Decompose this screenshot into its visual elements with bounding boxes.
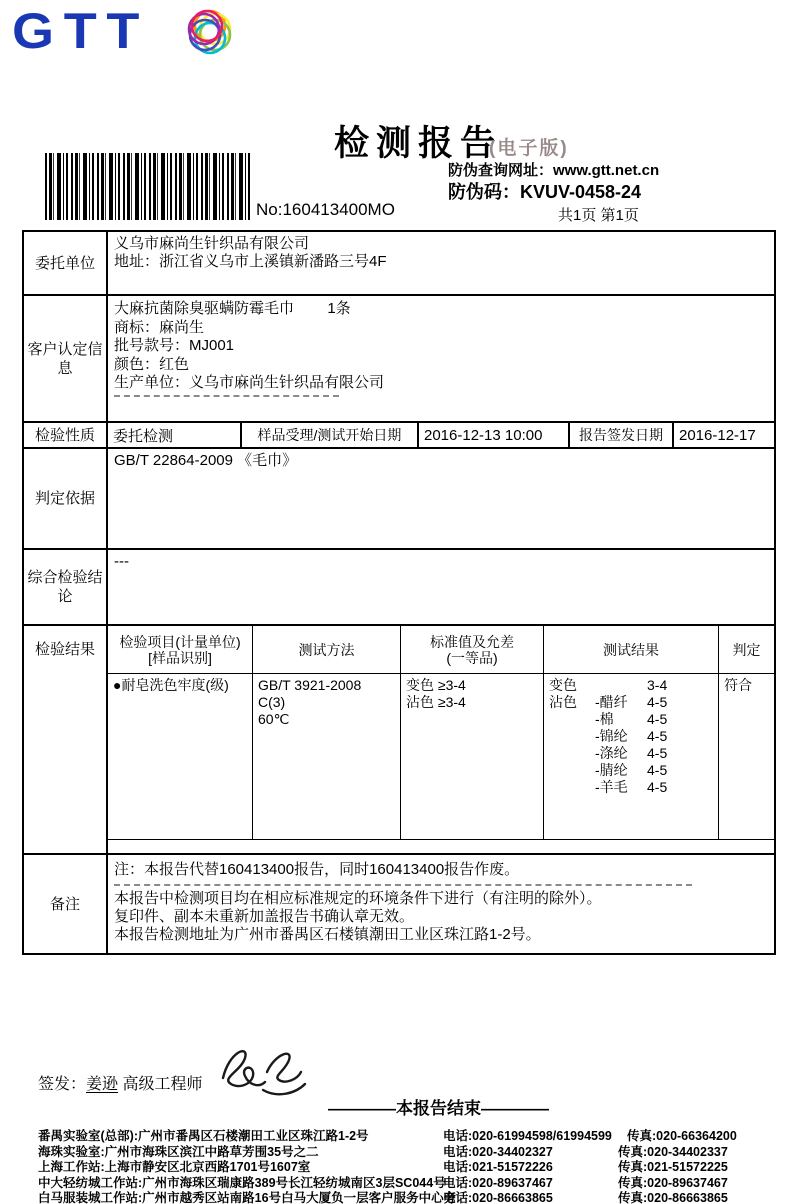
antifake-code: 防伪码：KVUV-0458-24 [448, 182, 642, 202]
remarks-line: 复印件、副本未重新加盖报告书确认章无效。 [114, 908, 415, 925]
signoff-line [38, 1071, 203, 1094]
signer-name: 姜逊 [86, 1076, 119, 1093]
row-nature [24, 421, 774, 447]
report-title: 检测报告 [334, 124, 503, 163]
lab-phone: 电话:020-89637467 [443, 1175, 553, 1190]
client-name: 义乌市麻尚生针织品有限公司 [114, 235, 310, 252]
rainbow-swirl-icon [182, 4, 238, 60]
lab-fax: 传真:020-66364200 [627, 1129, 737, 1143]
row-sample-label: 客户认定信息 [24, 296, 108, 421]
remarks-line: 本报告检测地址为广州市番禺区石楼镇潮田工业区珠江路1-2号。 [114, 926, 541, 943]
footer-row [0, 1126, 800, 1142]
divider [114, 395, 339, 398]
sample-manufacturer: 生产单位：义乌市麻尚生针织品有限公司 [114, 374, 385, 391]
lab-address: 中大轻纺城工作站:广州市海珠区瑞康路389号长江轻纺城南区3层SC044号 [38, 1175, 446, 1190]
report-table [22, 230, 776, 955]
results-header-row [108, 626, 774, 674]
lab-phone: 电话:021-51572226 [443, 1160, 553, 1175]
lab-address: 白马服装城工作站:广州市越秀区站南路16号白马大厦负一层客户服务中心旁 [38, 1191, 457, 1204]
row-basis-label: 判定依据 [24, 449, 108, 548]
remarks-note: 注：本报告代替160413400报告，同时160413400报告作废。 [114, 861, 520, 878]
lab-address: 上海工作站:上海市静安区北京西路1701号1607室 [38, 1160, 311, 1175]
lab-phone: 电话:020-61994598/61994599 [443, 1129, 612, 1143]
results-table [108, 626, 774, 853]
lab-phone: 电话:020-86663865 [443, 1191, 553, 1204]
basis-value: GB/T 22864-2009 《毛巾》 [114, 452, 298, 469]
lab-phone: 电话:020-34402327 [443, 1144, 553, 1159]
row-conclusion-label: 综合检验结论 [24, 550, 108, 624]
client-address: 地址：浙江省义乌市上溪镇新潘路三号4F [114, 253, 387, 270]
row-results-label: 检验结果 [24, 626, 108, 853]
test-result-cell: 变色 3-4 沾色 -醋纤 4-5 -棉 4-5 -锦纶 4-5 -涤纶 4-5 -腈纶 4-5 -羊毛 4-5 [544, 674, 719, 839]
nature-value: 委托检测 [108, 423, 242, 447]
lab-fax: 传真:020-89637467 [618, 1175, 728, 1190]
signoff-label: 签发： [38, 1076, 87, 1093]
receipt-date-label: 样品受理/测试开始日期 [242, 423, 419, 447]
footer-row [0, 1142, 800, 1158]
row-basis [24, 447, 774, 548]
row-remarks [24, 853, 774, 953]
remarks-line: 本报告中检测项目均在相应标准规定的环境条件下进行（有注明的除外）。 [114, 890, 602, 907]
end-of-report-text: ————本报告结束———— [328, 1099, 549, 1118]
row-client-content [108, 232, 774, 294]
sample-batch: 批号款号：MJ001 [114, 337, 235, 354]
conclusion-value: --- [114, 553, 129, 570]
results-empty-strip [108, 840, 774, 853]
lab-address: 番禺实验室(总部):广州市番禺区石楼潮田工业区珠江路1-2号 [38, 1129, 369, 1143]
header-verdict: 判定 [732, 641, 761, 658]
sample-name: 大麻抗菌除臭驱螨防霉毛巾 1条 [114, 300, 351, 317]
report-number: No:160413400MO [256, 200, 395, 219]
antifake-url: 防伪查询网址：www.gtt.net.cn [448, 162, 660, 179]
lab-address: 海珠实验室:广州市海珠区滨江中路草芳围35号之二 [38, 1144, 319, 1159]
sample-color: 颜色：红色 [114, 355, 190, 373]
header-test-method: 测试方法 [253, 626, 401, 673]
remarks-content [108, 855, 774, 953]
handwritten-signature [205, 1038, 315, 1104]
header-test-result: 测试结果 [544, 626, 719, 673]
lab-fax: 传真:021-51572225 [618, 1160, 728, 1175]
receipt-date-value: 2016-12-13 10:00 [419, 423, 570, 447]
issue-date-label: 报告签发日期 [570, 423, 674, 447]
row-sample [24, 294, 774, 421]
row-conclusion [24, 548, 774, 624]
standard-value-cell: 变色 ≥3-4 沾色 ≥3-4 [401, 674, 544, 839]
results-data-row [108, 674, 774, 840]
header-standard-value: 标准值及允差 (一等品) [401, 626, 544, 673]
test-method-cell: GB/T 3921-2008 C(3) 60℃ [253, 674, 401, 839]
row-remarks-label: 备注 [24, 855, 108, 953]
sample-brand: 商标：麻尚生 [114, 318, 205, 336]
lab-fax: 传真:020-86663865 [618, 1191, 728, 1204]
divider [114, 884, 692, 886]
signer-title: 高级工程师 [122, 1076, 203, 1093]
row-sample-content [108, 296, 774, 421]
row-nature-label: 检验性质 [24, 423, 108, 447]
footer-row [0, 1157, 800, 1173]
footer-row [0, 1188, 800, 1204]
footer-labs [0, 1126, 800, 1204]
row-results [24, 624, 774, 853]
row-client-label: 委托单位 [24, 232, 108, 294]
barcode [45, 153, 252, 220]
footer-row [0, 1173, 800, 1189]
issue-date-value: 2016-12-17 [679, 426, 756, 444]
report-edition-tag: (电子版) [489, 138, 569, 159]
row-client [24, 232, 774, 294]
lab-fax: 传真:020-34402337 [618, 1144, 728, 1159]
page-count: 共1页 第1页 [558, 207, 639, 224]
header-test-item: 检验项目(计量单位) [样品识别] [108, 626, 253, 673]
gtt-logo-text: GTT [12, 3, 150, 59]
test-item-cell: ●耐皂洗色牢度(级) [108, 674, 253, 839]
verdict-cell: 符合 [724, 677, 752, 693]
